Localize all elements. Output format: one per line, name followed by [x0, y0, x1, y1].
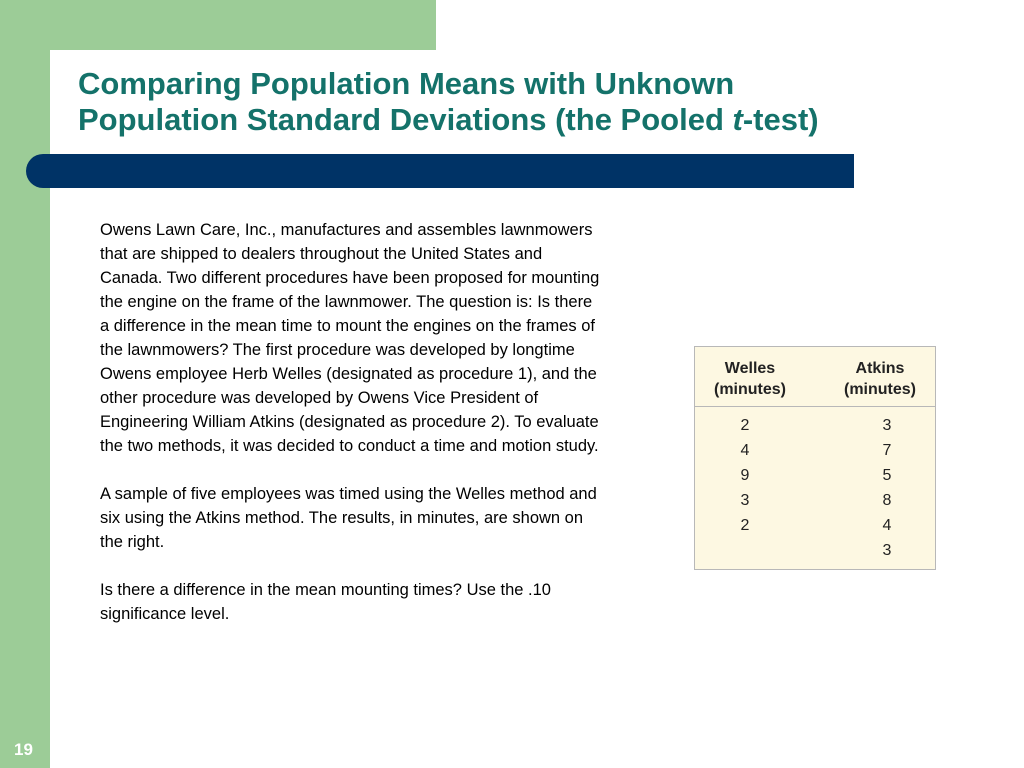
table-cell: 2: [740, 417, 750, 434]
paragraph-3: Is there a difference in the mean mounting times? Use the .10 significance level.: [100, 581, 551, 623]
table-cell: 7: [882, 442, 892, 459]
title-divider-bar: [26, 154, 854, 188]
table-cell: 3: [740, 492, 750, 509]
atkins-header: [825, 358, 935, 400]
welles-header-name: Welles: [724, 360, 776, 377]
left-green-band: [0, 0, 50, 768]
table-cell: 3: [882, 417, 892, 434]
table-cell: 3: [882, 542, 892, 559]
paragraph-1: Owens Lawn Care, Inc., manufactures and assembles lawnmowers that are shipped to dealers throughout the United States and Canada. Two different procedures have been proposed for mounting the engine on the frame of the lawnmower. The question is: Is there a difference in the mean time to mount the engines on the frames of the lawnmowers? The first procedure was developed by longtime Owens employee Herb Welles (designated as procedure 1), and the other procedure was developed by Owens Vice President of Engineering William Atkins (designated as procedure 2). To evaluate the two methods, it was decided to conduct a time and motion study.: [100, 221, 600, 455]
table-cell: 8: [882, 492, 892, 509]
welles-column: [715, 413, 775, 538]
table-cell: 5: [882, 467, 892, 484]
title-line-1: Comparing Population Means with Unknown: [78, 66, 735, 101]
paragraph-2: A sample of five employees was timed using the Welles method and six using the Atkins method. The results, in minutes, are shown on the right.: [100, 485, 597, 551]
data-table: [694, 346, 936, 570]
atkins-column: [857, 413, 917, 563]
table-header: [695, 347, 935, 407]
table-cell: 4: [882, 517, 892, 534]
top-green-band: [0, 0, 436, 50]
title-line-2-before: Population Standard Deviations (the Pooled: [78, 102, 733, 137]
title-t-italic: t: [732, 102, 743, 137]
title-line-2-after: -test): [742, 102, 819, 137]
welles-header-unit: (minutes): [714, 381, 786, 398]
welles-header: [695, 358, 805, 400]
atkins-header-unit: (minutes): [844, 381, 916, 398]
table-cell: 4: [740, 442, 750, 459]
body-text: [100, 218, 600, 650]
page-number: 19: [14, 740, 33, 759]
atkins-header-name: Atkins: [855, 360, 905, 377]
table-cell: 9: [740, 467, 750, 484]
table-cell: 2: [740, 517, 750, 534]
slide-title: [78, 66, 978, 138]
